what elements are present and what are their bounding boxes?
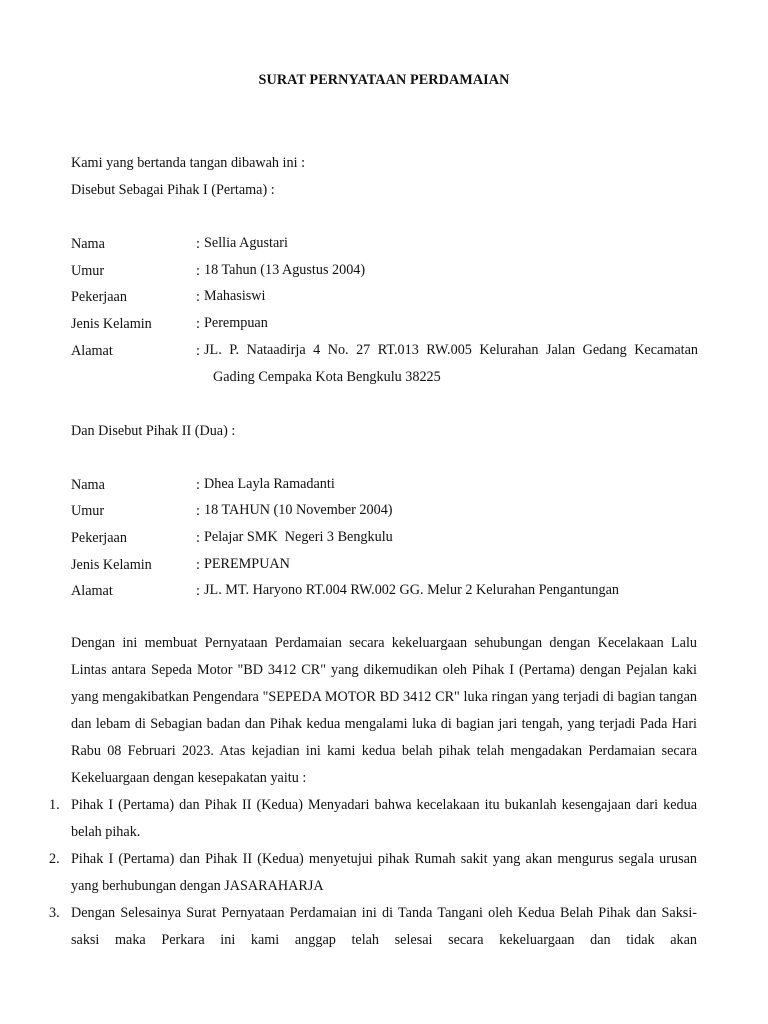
field-colon: : bbox=[196, 263, 200, 279]
field-label: Alamat bbox=[71, 343, 113, 359]
document-title: SURAT PERNYATAAN PERDAMAIAN bbox=[258, 72, 510, 88]
agreement-number: 2. bbox=[49, 851, 60, 867]
party2-alamat-row bbox=[71, 583, 701, 610]
party1-alamat-line1: JL. P. Nataadirja 4 No. 27 RT.013 RW.005 Kelurahan Jalan Gedang Kecamatan bbox=[204, 342, 698, 358]
party1-pekerjaan-value: Mahasiswi bbox=[204, 288, 266, 304]
field-colon: : bbox=[196, 530, 200, 546]
party2-jenis-kelamin-value: PEREMPUAN bbox=[204, 556, 290, 572]
party2-alamat-value: JL. MT. Haryono RT.004 RW.002 GG. Melur 2 Kelurahan Pengantungan bbox=[204, 582, 619, 598]
agreement-number: 1. bbox=[49, 797, 60, 813]
party1-nama-value: Sellia Agustari bbox=[204, 235, 288, 251]
field-label: Nama bbox=[71, 236, 105, 252]
party1-alamat-row bbox=[71, 343, 701, 397]
field-colon: : bbox=[196, 289, 200, 305]
party1-jenis-kelamin-value: Perempuan bbox=[204, 315, 268, 331]
agreement-item bbox=[49, 792, 697, 846]
field-colon: : bbox=[196, 343, 200, 359]
agreement-item bbox=[49, 900, 697, 954]
field-colon: : bbox=[196, 557, 200, 573]
field-colon: : bbox=[196, 477, 200, 493]
party1-umur-value: 18 Tahun (13 Agustus 2004) bbox=[204, 262, 366, 278]
agreement-text: Pihak I (Pertama) dan Pihak II (Kedua) Menyadari bahwa kecelakaan itu bukanlah kesengajaan dari kedua belah pihak. bbox=[71, 797, 697, 840]
party2-pekerjaan-value: Pelajar SMK Negeri 3 Bengkulu bbox=[204, 529, 393, 545]
field-label: Pekerjaan bbox=[71, 530, 127, 546]
agreement-text: Dengan Selesainya Surat Pernyataan Perdamaian ini di Tanda Tangani oleh Kedua Belah Pihak dan Saksi-saksi maka Perkara ini kami anggap telah selesai secara kekeluargaan dan tidak akan bbox=[71, 905, 697, 948]
field-colon: : bbox=[196, 316, 200, 332]
body-paragraph: Dengan ini membuat Pernyataan Perdamaian secara kekeluargaan sehubungan dengan Kecelakaan Lalu Lintas antara Sepeda Motor "BD 3412 CR" yang dikemudikan oleh Pihak I (Pertama) dengan Pejalan kaki yang mengakibatkan Pengendara "SEPEDA MOTOR BD 3412 CR" luka ringan yang terjadi di bagian tangan dan lebam di Sebagian badan dan Pihak kedua mengalami luka di bagian jari tengah, yang terjadi Pada Hari Rabu 08 Februari 2023. Atas kejadian ini kami kedua belah pihak telah mengadakan Perdamaian secara Kekeluargaan dengan kesepakatan yaitu : bbox=[71, 635, 697, 786]
party1-alamat-value bbox=[204, 337, 698, 391]
agreement-item bbox=[49, 846, 697, 900]
field-label: Nama bbox=[71, 477, 105, 493]
party1-intro: Disebut Sebagai Pihak I (Pertama) : bbox=[71, 182, 275, 198]
party1-alamat-line2: Gading Cempaka Kota Bengkulu 38225 bbox=[213, 369, 441, 385]
party2-intro: Dan Disebut Pihak II (Dua) : bbox=[71, 423, 236, 439]
intro-line: Kami yang bertanda tangan dibawah ini : bbox=[71, 155, 306, 171]
field-label: Alamat bbox=[71, 583, 113, 599]
field-label: Jenis Kelamin bbox=[71, 557, 152, 573]
party2-umur-value: 18 TAHUN (10 November 2004) bbox=[204, 502, 393, 518]
party2-nama-value: Dhea Layla Ramadanti bbox=[204, 476, 335, 492]
field-label: Jenis Kelamin bbox=[71, 316, 152, 332]
field-label: Umur bbox=[71, 263, 105, 279]
field-colon: : bbox=[196, 503, 200, 519]
agreement-text: Pihak I (Pertama) dan Pihak II (Kedua) menyetujui pihak Rumah sakit yang akan mengurus segala urusan yang berhubungan dengan JASARAHARJA bbox=[71, 851, 697, 894]
field-colon: : bbox=[196, 583, 200, 599]
field-colon: : bbox=[196, 236, 200, 252]
agreement-number: 3. bbox=[49, 905, 60, 921]
field-label: Pekerjaan bbox=[71, 289, 127, 305]
field-label: Umur bbox=[71, 503, 105, 519]
